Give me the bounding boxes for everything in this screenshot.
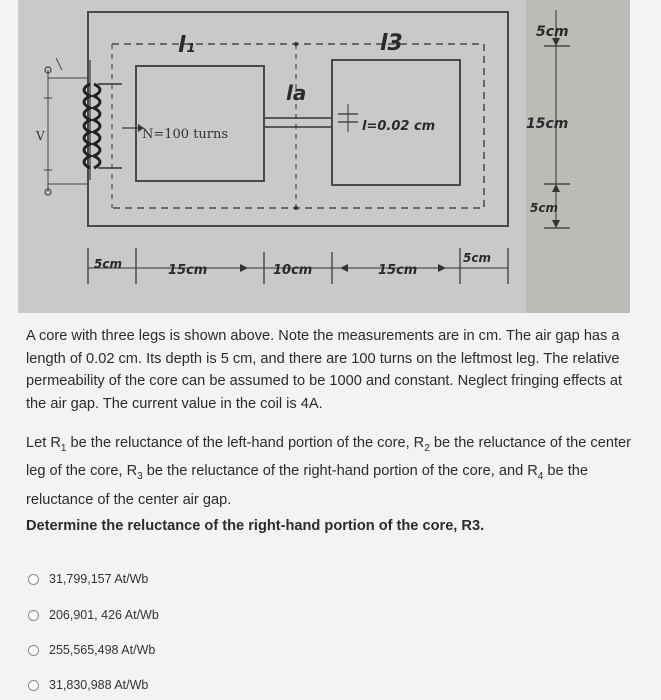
option-label: 31,799,157 At/Wb [49, 572, 149, 586]
path-node-bottom [294, 206, 298, 210]
def-text-intro: Let R [26, 435, 61, 451]
dim-bottom-3: 10cm [273, 263, 313, 278]
option-label: 31,830,988 At/Wb [49, 678, 149, 692]
label-l2: la [286, 81, 307, 105]
def-sub-2: 2 [424, 442, 430, 454]
def-text-3: be the reluctance of the right-hand portion of the core, and R [142, 463, 538, 480]
dim-bottom-1: 5cm [94, 257, 122, 271]
dim-right-2: 15cm [526, 116, 569, 132]
option-3[interactable] [28, 643, 155, 657]
def-text-1: be the reluctance of the left-hand portion of the core, R [66, 435, 425, 451]
def-sub-4: 4 [537, 471, 544, 483]
def-sub-3: 3 [137, 471, 143, 483]
dim-bottom-4: 15cm [378, 263, 418, 278]
radio-button[interactable] [28, 610, 39, 621]
dim-bottom-5: 5cm [463, 251, 491, 265]
label-airgap: l=0.02 cm [362, 119, 436, 134]
option-2[interactable] [28, 608, 159, 622]
radio-button[interactable] [28, 645, 39, 656]
core-diagram [18, 0, 630, 313]
label-v: V [36, 129, 45, 143]
reluctance-definitions [26, 432, 636, 511]
radio-button[interactable] [28, 680, 39, 691]
label-l3: l3 [380, 31, 403, 56]
radio-button[interactable] [28, 574, 39, 585]
def-text-2: be the reluctance of the center leg of the core, R [26, 435, 631, 480]
problem-description: A core with three legs is shown above. Note the measurements are in cm. The air gap has a length of 0.02 cm. Its depth is 5 cm, and there are 100 turns on the leftmost leg. The relative permeability of the core can be assumed to be 1000 and constant. Neglect fringing effects at the air gap. The current value in the coil is 4A. [26, 328, 623, 412]
label-turns: N=100 turns [142, 127, 229, 142]
dim-right-3: 5cm [530, 201, 558, 215]
def-sub-1: 1 [60, 442, 67, 454]
dim-bottom-2: 15cm [168, 263, 208, 278]
magnetic-core-figure [18, 0, 630, 313]
figure-right-shade [526, 0, 630, 313]
option-label: 206,901, 426 At/Wb [49, 608, 159, 622]
dim-right-1: 5cm [536, 24, 569, 40]
label-l1: l₁ [178, 33, 196, 58]
option-1[interactable] [28, 572, 148, 586]
option-4[interactable] [28, 678, 148, 692]
def-text-4: be the reluctance of the center air gap. [26, 463, 588, 508]
option-label: 255,565,498 At/Wb [49, 643, 156, 657]
question-text: Determine the reluctance of the right-hand portion of the core, R3. [26, 518, 485, 534]
path-node-top [294, 42, 298, 46]
